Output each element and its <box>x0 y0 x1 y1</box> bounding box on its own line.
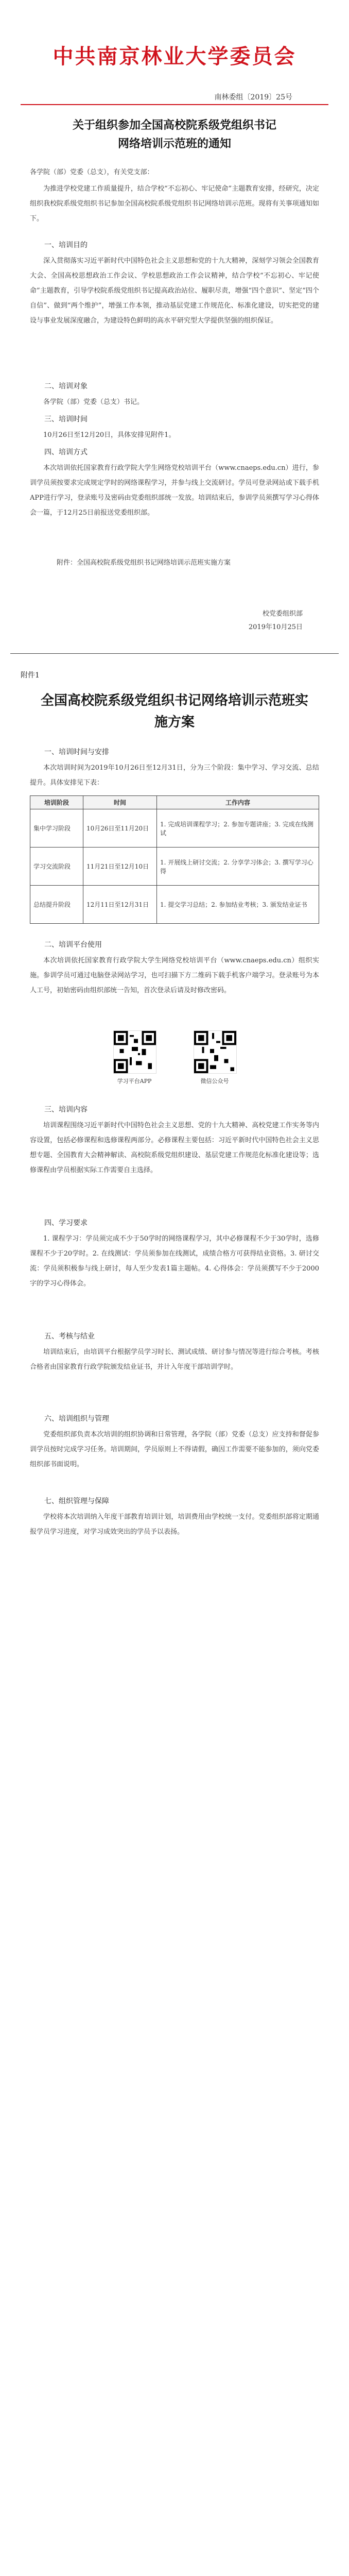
plan-section-6-body: 党委组织部负责本次培训的组织协调和日常管理，各学院（部）党委（总支）应支持和督促参训学员按时完成学习任务。培训期间，学员原则上不得请假，确因工作需要不能参加的，须向党委组织部书面说明。 <box>30 1431 319 1468</box>
plan-title-line2: 施方案 <box>154 715 195 730</box>
notice-section-3-heading: 三、培训时间 <box>44 415 88 423</box>
notice-section-1-heading: 一、培训目的 <box>44 241 88 249</box>
app-qr-code-icon <box>113 1030 156 1074</box>
attachment-label: 附件1 <box>21 671 40 680</box>
plan-section-7-heading: 七、组织管理与保障 <box>44 1497 109 1505</box>
table-cell: 11月21日至12月10日 <box>83 848 157 886</box>
notice-intro: 为推进学校党建工作质量提升，结合学校“不忘初心、牢记使命”主题教育安排，经研究，决定组织我校院系级党组织书记参加全国高校院系级党组织书记网络培训示范班。现将有关事项通知如下。 <box>30 185 319 223</box>
notice-section-2-heading: 二、培训对象 <box>44 382 88 391</box>
plan-section-3-heading: 三、培训内容 <box>44 1106 88 1114</box>
issuing-org-heading: 中共南京林业大学委员会 <box>53 44 296 69</box>
red-header-rule <box>21 104 328 105</box>
table-row <box>30 809 319 848</box>
wechat-qr-code-icon <box>194 1030 237 1074</box>
notice-section-4-heading: 四、培训方式 <box>44 448 88 456</box>
table-row <box>30 886 319 924</box>
schedule-table-header-row <box>30 796 319 809</box>
schedule-col-content: 工作内容 <box>157 796 319 809</box>
app-qr-caption: 学习平台APP <box>117 1078 152 1084</box>
notice-title-line1: 关于组织参加全国高校院系级党组织书记 <box>72 118 276 132</box>
plan-section-4-body: 1. 课程学习：学员须完成不少于50学时的网络课程学习，其中必修课程不少于30学时，选修课程不少于20学时。2. 在线测试：学员须参加在线测试，成绩合格方可获得结业资格。3. 研讨交流：学员须积极参与线上研讨，每人至少发表1篇主题帖。4. 心得体会：学员须撰写不少于2000字的学习心得体会。 <box>30 1235 319 1287</box>
wechat-qr-caption: 微信公众号 <box>200 1078 229 1084</box>
signing-date: 2019年10月25日 <box>248 623 303 631</box>
schedule-col-time: 时间 <box>83 796 157 809</box>
plan-title-line1: 全国高校院系级党组织书记网络培训示范班实 <box>40 693 308 708</box>
plan-section-6-heading: 六、培训组织与管理 <box>44 1415 109 1423</box>
page-separator <box>10 653 339 654</box>
document-number: 南林委组〔2019〕25号 <box>214 93 292 101</box>
plan-section-2-heading: 二、培训平台使用 <box>44 941 102 949</box>
plan-section-7-body: 学校将本次培训纳入年度干部教育培训计划，培训费用由学校统一支付。党委组织部将定期通报学员学习进度，对学习成效突出的学员予以表扬。 <box>30 1513 319 1536</box>
table-cell: 总结提升阶段 <box>30 886 83 924</box>
table-cell: 学习交流阶段 <box>30 848 83 886</box>
notice-section-3-body: 10月26日至12月20日，具体安排见附件1。 <box>43 431 176 439</box>
plan-section-3-body: 培训课程围绕习近平新时代中国特色社会主义思想、党的十九大精神、高校党建工作实务等内容设置，包括必修课程和选修课程两部分。必修课程主要包括：习近平新时代中国特色社会主义思想专题、全国教育大会精神解读、高校院系级党组织建设、基层党建工作规范化标准化建设等；选修课程由学员根据实际工作需要自主选择。 <box>30 1122 319 1174</box>
table-cell: 1. 提交学习总结；2. 参加结业考核；3. 颁发结业证书 <box>157 886 319 924</box>
table-cell: 12月11日至12月31日 <box>83 886 157 924</box>
table-cell: 1. 完成培训课程学习；2. 参加专题讲座；3. 完成在线测试 <box>157 809 319 848</box>
plan-section-5-body: 培训结束后，由培训平台根据学员学习时长、测试成绩、研讨参与情况等进行综合考核。考核合格者由国家教育行政学院颁发结业证书，并计入年度干部培训学时。 <box>30 1348 319 1371</box>
schedule-col-stage: 培训阶段 <box>30 796 83 809</box>
notice-section-4-body: 本次培训依托国家教育行政学院大学生网络党校培训平台（www.cnaeps.edu.cn）进行，参训学员须按要求完成规定学时的网络课程学习，并参与线上交流研讨。学员可登录网站或下载手机APP进行学习，登录账号及密码由党委组织部统一发放。培训结束后，参训学员须撰写学习心得体会一篇，于12月25日前报送党委组织部。 <box>30 464 319 517</box>
notice-section-1-body: 深入贯彻落实习近平新时代中国特色社会主义思想和党的十九大精神，深刻学习领会全国教育大会、全国高校思想政治工作会议、学校思想政治工作会议精神，结合学校“不忘初心、牢记使命”主题教育，引导学校院系级党组织书记提高政治站位、履职尽责，增强“四个意识”、坚定“四个自信”、做到“两个维护”，增强工作本领，推动基层党建工作规范化、标准化建设，切实把党的建设与事业发展深度融合，为建设特色鲜明的高水平研究型大学提供坚强的组织保证。 <box>30 257 319 325</box>
plan-section-4-heading: 四、学习要求 <box>44 1219 88 1227</box>
plan-section-5-heading: 五、考核与结业 <box>44 1332 95 1341</box>
notice-recipients: 各学院（部）党委（总支），有关党支部： <box>30 168 154 176</box>
signing-org: 校党委组织部 <box>262 610 303 618</box>
schedule-table <box>30 795 319 924</box>
table-cell: 1. 开展线上研讨交流；2. 分享学习体会；3. 撰写学习心得 <box>157 848 319 886</box>
notice-section-2-body: 各学院（部）党委（总支）书记。 <box>43 398 144 406</box>
attachment-note: 附件：全国高校院系级党组织书记网络培训示范班实施方案 <box>57 559 231 567</box>
plan-section-1-heading: 一、培训时间与安排 <box>44 748 109 756</box>
notice-title-line2: 网络培训示范班的通知 <box>117 137 231 150</box>
table-cell: 集中学习阶段 <box>30 809 83 848</box>
table-cell: 10月26日至11月20日 <box>83 809 157 848</box>
table-row <box>30 848 319 886</box>
plan-section-1-body: 本次培训时间为2019年10月26日至12月31日，分为三个阶段：集中学习、学习交流、总结提升。具体安排见下表： <box>30 764 319 787</box>
plan-section-2-body: 本次培训依托国家教育行政学院大学生网络党校培训平台（www.cnaeps.edu.cn）组织实施。参训学员可通过电脑登录网站学习，也可扫描下方二维码下载手机客户端学习。登录账号为本人工号，初始密码由组织部统一告知，首次登录后请及时修改密码。 <box>30 957 319 994</box>
